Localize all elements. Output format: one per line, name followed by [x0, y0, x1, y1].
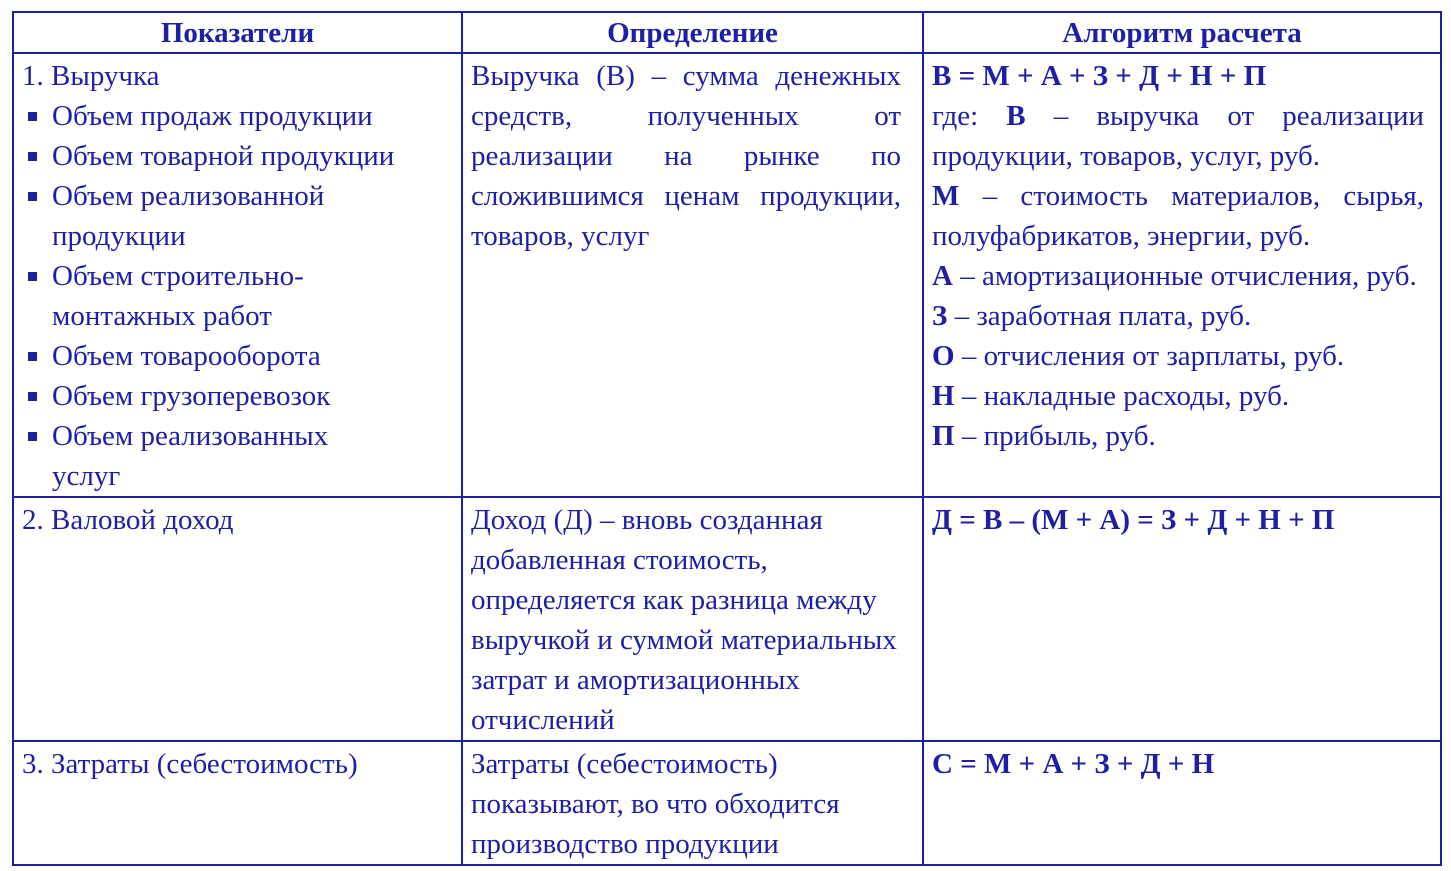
definition-text: Затраты (себестоимость) показывают, во что обходится производство продукции	[471, 748, 840, 860]
table-row	[13, 741, 1441, 865]
indicator-title: 1. Выручка	[22, 60, 160, 92]
definition-cell	[462, 741, 923, 865]
legend-text: – прибыль, руб.	[961, 420, 1156, 452]
legend-text: – отчисления от зарплаты, руб.	[961, 340, 1345, 372]
legend-line	[932, 296, 1424, 336]
legend-line	[932, 336, 1424, 376]
legend-symbol: В	[1006, 100, 1026, 132]
definition-cell	[462, 497, 923, 741]
legend-symbol: П	[932, 420, 955, 452]
algorithm-cell	[923, 53, 1441, 497]
list-item: Объем реализованной продукции	[22, 176, 352, 256]
definition-text: Выручка (В) – сумма денежных средств, полученных от реализации на рынке по сложившимся ценам продукции, товаров, услуг	[471, 60, 901, 252]
header-algorithm: Алгоритм расчета	[923, 12, 1441, 53]
definition-text: Доход (Д) – вновь созданная добавленная стоимость, определяется как разница между выручкой и суммой материальных затрат и амортизационных отчислений	[471, 504, 897, 736]
formula: Д = В – (М + А) = З + Д + Н + П	[932, 504, 1335, 536]
indicator-cell	[13, 741, 462, 865]
legend-text: – выручка от реализации продукции, товаров, услуг, руб.	[932, 100, 1425, 172]
list-item: Объем товарной продукции	[22, 136, 461, 176]
indicator-title: 2. Валовой доход	[22, 504, 234, 536]
legend-line	[932, 176, 1424, 256]
legend-symbol: О	[932, 340, 955, 372]
legend-symbol: З	[932, 300, 948, 332]
table-row	[13, 497, 1441, 741]
legend-text: – накладные расходы, руб.	[961, 380, 1290, 412]
indicator-cell	[13, 53, 462, 497]
legend-text: – амортизационные отчисления, руб.	[960, 260, 1417, 292]
definition-cell	[462, 53, 923, 497]
legend-line	[932, 256, 1424, 296]
legend-symbol: Н	[932, 380, 955, 412]
formula: С = М + А + З + Д + Н	[932, 748, 1215, 780]
legend-line	[932, 96, 1424, 176]
list-item: Объем строительно-монтажных работ	[22, 256, 352, 336]
list-item: Объем грузоперевозок	[22, 376, 461, 416]
indicators-table	[12, 11, 1442, 866]
indicator-cell	[13, 497, 462, 741]
legend-symbol: М	[932, 180, 960, 212]
legend-symbol: А	[932, 260, 953, 292]
legend-line	[932, 376, 1424, 416]
header-definition: Определение	[462, 12, 923, 53]
header-row	[13, 12, 1441, 53]
list-item: Объем продаж продукции	[22, 96, 461, 136]
indicator-list	[22, 96, 461, 496]
formula: В = М + А + З + Д + Н + П	[932, 60, 1267, 92]
legend-text: – заработная плата, руб.	[954, 300, 1252, 332]
algorithm-cell	[923, 497, 1441, 741]
legend-prefix: где:	[932, 100, 979, 132]
list-item: Объем товарооборота	[22, 336, 461, 376]
indicator-title: 3. Затраты (себестоимость)	[22, 748, 358, 780]
algorithm-cell	[923, 741, 1441, 865]
list-item: Объем реализованных услуг	[22, 416, 382, 496]
header-indicators: Показатели	[13, 12, 462, 53]
legend-text: – стоимость материалов, сырья, полуфабрикатов, энергии, руб.	[932, 180, 1425, 252]
legend-line	[932, 416, 1424, 456]
table-row	[13, 53, 1441, 497]
